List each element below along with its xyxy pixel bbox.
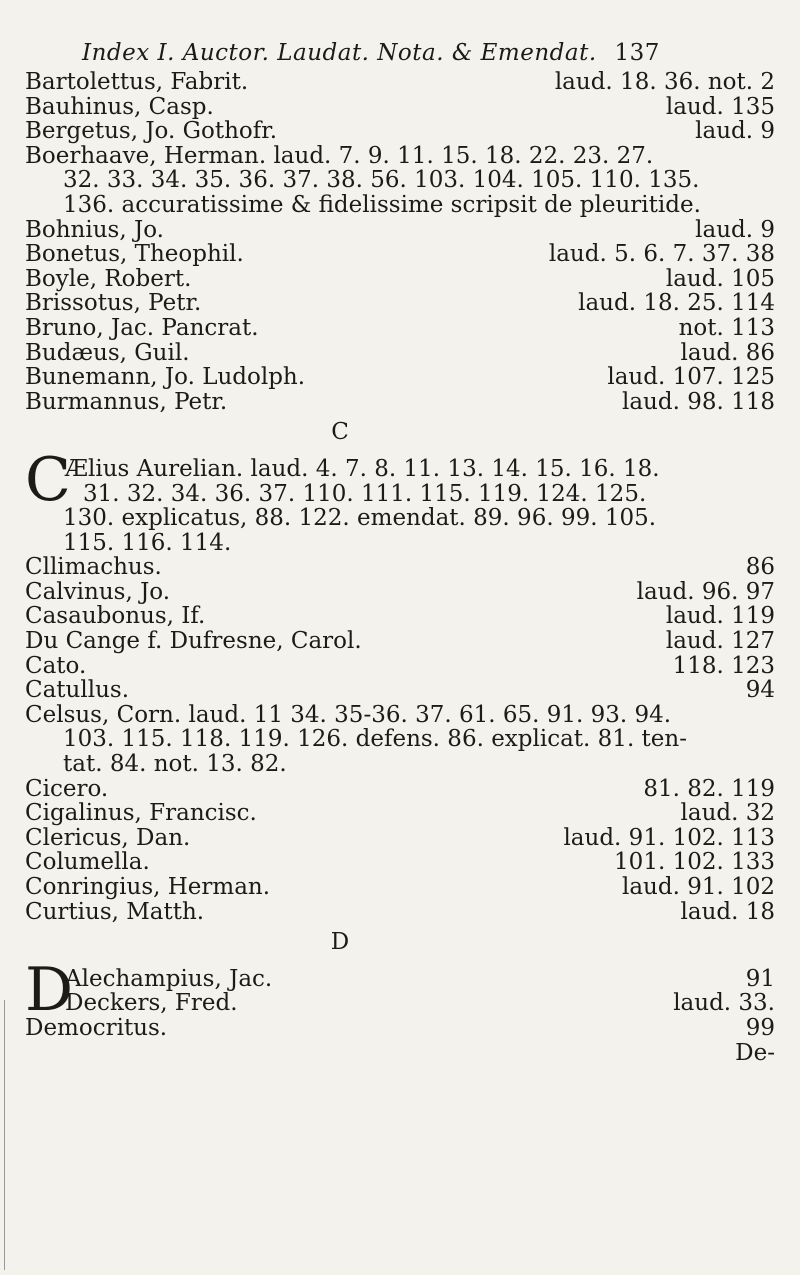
index-entry <box>25 875 775 900</box>
index-entry <box>25 70 775 95</box>
entry-ref: 94 <box>745 677 775 704</box>
entry-ref: laud. 127 <box>665 628 775 655</box>
page-number: 137 <box>614 40 660 66</box>
catchword: De- <box>735 1039 775 1066</box>
celsus-line-3: tat. 84. not. 13. 82. <box>63 751 287 778</box>
caelius-entry <box>25 444 775 515</box>
index-entry <box>25 678 775 703</box>
entry-name: Bruno, Jac. Pancrat. <box>25 314 259 341</box>
index-entry <box>25 777 775 802</box>
entry-ref: laud. 96. 97 <box>636 578 775 605</box>
boerhaave-line-3: 136. accuratissime & fidelissime scripsit de pleuritide. <box>63 191 701 218</box>
entry-name: Casaubonus, If. <box>25 603 206 630</box>
entry-ref: laud. 107. 125 <box>607 364 775 391</box>
index-entry <box>25 826 775 851</box>
index-entry <box>25 390 775 415</box>
entry-name: Cicero. <box>25 775 109 802</box>
drop-cap-d: D <box>25 954 74 1025</box>
entry-ref: laud. 32 <box>680 800 775 827</box>
section-letter-d: D <box>330 929 350 956</box>
entry-name: Calvinus, Jo. <box>25 578 171 605</box>
index-entry <box>25 1016 775 1041</box>
entry-name: Bergetus, Jo. Gothofr. <box>25 118 278 145</box>
caelius-line-1: Ælius Aurelian. laud. 4. 7. 8. 11. 13. 14. 15. 16. 18. <box>65 455 660 482</box>
caelius-line-2: 31. 32. 34. 36. 37. 110. 111. 115. 119. 124. 125. <box>83 480 647 507</box>
caelius-line-4: 115. 116. 114. <box>63 529 232 556</box>
entry-name: Bauhinus, Casp. <box>25 93 214 120</box>
entry-name: Bunemann, Jo. Ludolph. <box>25 364 306 391</box>
entry-ref: 91 <box>745 965 775 992</box>
entry-ref: 101. 102. 133 <box>614 849 775 876</box>
entry-name: Conringius, Herman. <box>25 874 271 900</box>
entry-name: Brissotus, Petr. <box>25 290 202 317</box>
entry-name: Clericus, Dan. <box>25 824 191 851</box>
caelius-line-3: 130. explicatus, 88. 122. emendat. 89. 96. 99. 105. <box>63 505 657 532</box>
entry-name: Bohnius, Jo. <box>25 216 164 243</box>
entry-ref: 86 <box>745 554 775 581</box>
index-entry <box>25 291 775 316</box>
boerhaave-line-1: Boerhaave, Herman. laud. 7. 9. 11. 15. 18. 22. 23. 27. <box>25 142 654 169</box>
entry-ref: laud. 105 <box>665 265 775 292</box>
boerhaave-line-2: 32. 33. 34. 35. 36. 37. 38. 56. 103. 104. 105. 110. 135. <box>63 167 700 194</box>
entry-ref: laud. 18 <box>680 898 775 925</box>
page-edge-line <box>4 1000 5 1270</box>
index-entry <box>25 580 775 605</box>
index-entry <box>25 316 775 341</box>
celsus-line-1: Celsus, Corn. laud. 11 34. 35-36. 37. 61. 65. 91. 93. 94. <box>25 701 672 728</box>
entry-ref: laud. 86 <box>680 339 775 366</box>
header-title: Index I. Auctor. Laudat. Nota. & Emendat. <box>82 40 597 66</box>
index-entry <box>25 801 775 826</box>
index-entry <box>25 267 775 292</box>
section-letter-c: C <box>331 419 349 446</box>
entry-ref: laud. 98. 118 <box>621 388 775 415</box>
entry-name: Alechampius, Jac. <box>65 965 273 992</box>
entry-name: Columella. <box>25 849 150 876</box>
entry-ref: laud. 33. <box>673 990 775 1017</box>
entry-ref: laud. 135 <box>665 93 775 120</box>
entry-ref: laud. 119 <box>665 603 775 630</box>
entry-ref: 99 <box>745 1014 775 1041</box>
entry-ref: 81. 82. 119 <box>643 775 775 802</box>
entry-name: Catullus. <box>25 677 130 704</box>
index-entry <box>25 341 775 366</box>
running-header <box>82 40 762 66</box>
index-entry <box>25 604 775 629</box>
celsus-line-2: 103. 115. 118. 119. 126. defens. 86. explicat. 81. ten- <box>63 726 687 753</box>
entry-ref: 118. 123 <box>672 652 775 679</box>
entry-name: Burmannus, Petr. <box>25 388 228 415</box>
index-entry <box>25 119 775 144</box>
entry-name: Democritus. <box>25 1014 168 1041</box>
entry-name: Bonetus, Theophil. <box>25 241 244 268</box>
entry-name: Curtius, Matth. <box>25 898 205 925</box>
entry-ref: laud. 91. 102. 113 <box>563 824 775 851</box>
index-entry <box>25 629 775 654</box>
index-entry <box>25 242 775 267</box>
dalechampius-entry <box>25 954 775 1025</box>
index-entry <box>25 900 775 925</box>
drop-cap-c: C <box>25 444 71 515</box>
entry-name: Budæus, Guil. <box>25 339 190 366</box>
entry-name: Deckers, Fred. <box>65 990 238 1017</box>
index-text <box>25 70 775 1065</box>
entry-ref: laud. 18. 25. 114 <box>578 290 775 317</box>
entry-name: Cigalinus, Francisc. <box>25 800 257 827</box>
entry-ref: laud. 18. 36. not. 2 <box>554 69 775 95</box>
index-entry <box>25 365 775 390</box>
entry-ref: laud. 9 <box>695 118 775 145</box>
index-entry <box>25 555 775 580</box>
entry-name: Boyle, Robert. <box>25 265 192 292</box>
entry-ref: laud. 5. 6. 7. 37. 38 <box>548 241 775 268</box>
entry-ref: laud. 9 <box>695 216 775 243</box>
catchword-row <box>25 1041 775 1066</box>
entry-name: Cllimachus. <box>25 554 162 581</box>
entry-name: Bartolettus, Fabrit. <box>25 69 249 95</box>
index-entry <box>25 218 775 243</box>
index-entry <box>25 95 775 120</box>
entry-ref: not. 113 <box>678 314 775 341</box>
index-entry <box>25 850 775 875</box>
entry-name: Du Cange f. Dufresne, Carol. <box>25 628 362 655</box>
index-entry <box>25 654 775 679</box>
entry-name: Cato. <box>25 652 87 679</box>
entry-ref: laud. 91. 102 <box>621 874 775 900</box>
